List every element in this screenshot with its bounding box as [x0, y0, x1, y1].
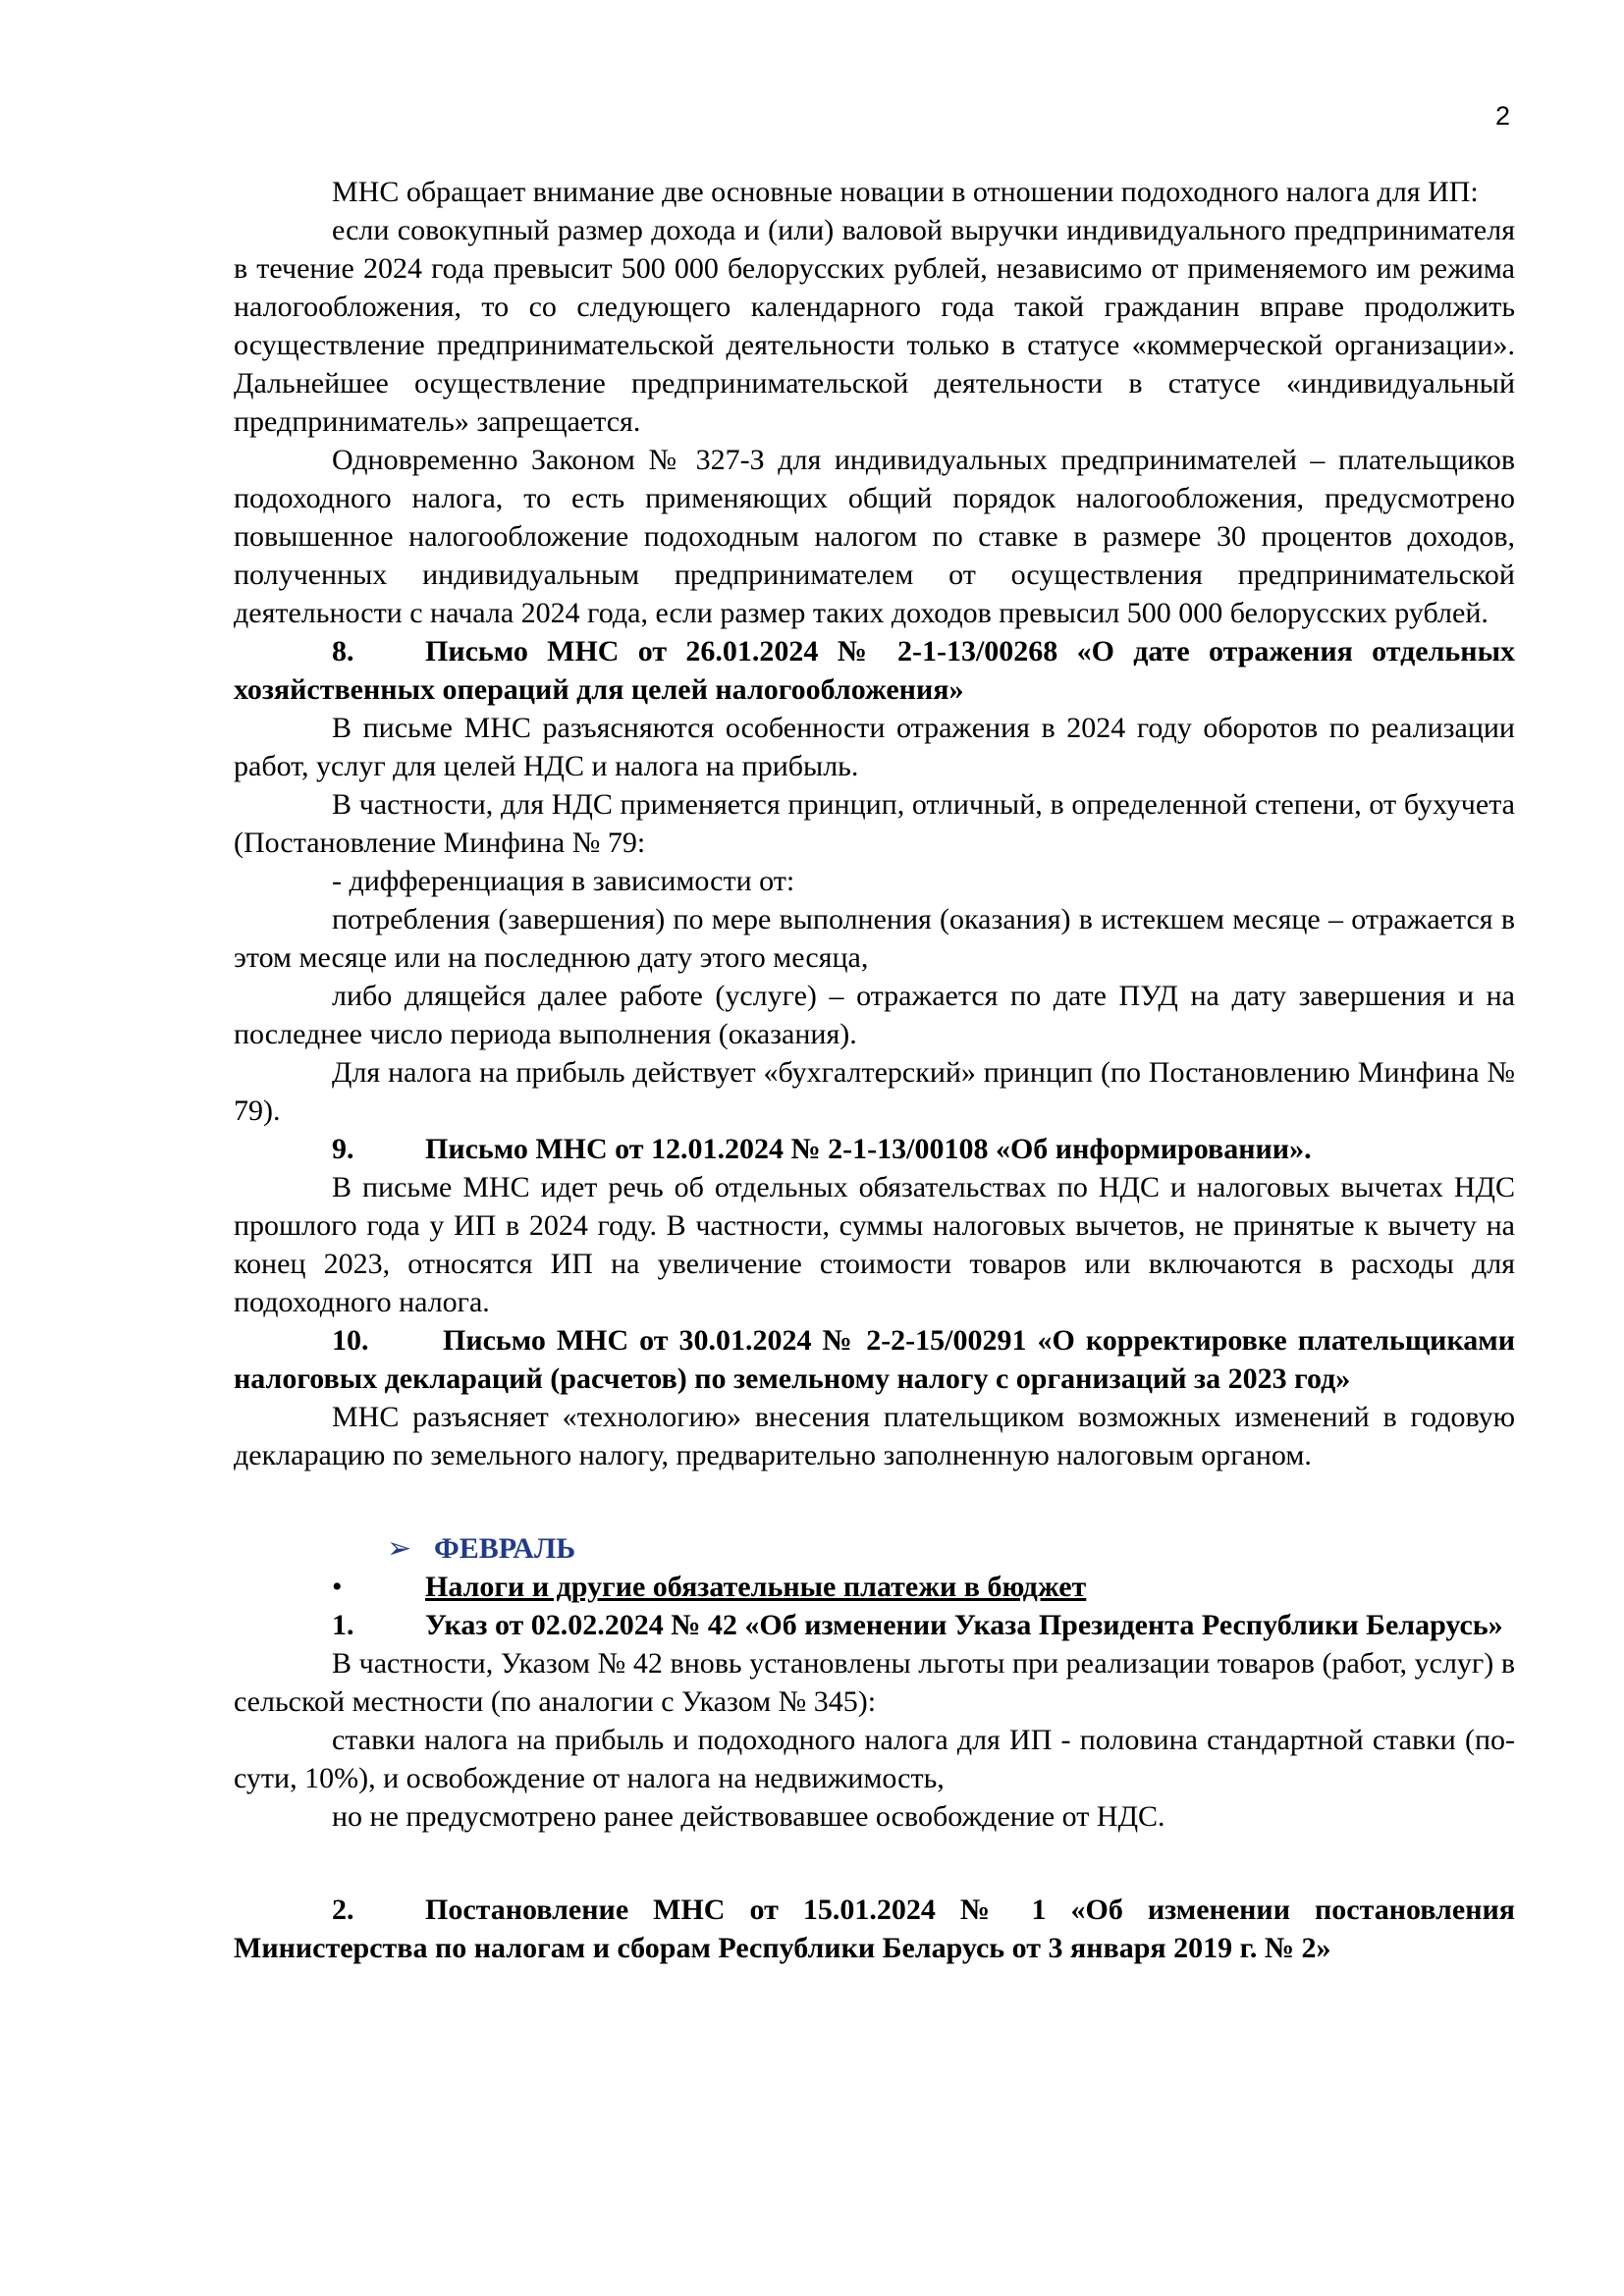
paragraph: В частности, Указом № 42 вновь установлены льготы при реализации товаров (работ, услуг) в сельской местности (по аналогии с Указом № 345):: [234, 1647, 1515, 1718]
document-body: [234, 173, 1515, 1967]
subsection-heading: [234, 1568, 1515, 1606]
paragraph: ставки налога на прибыль и подоходного налога для ИП - половина стандартной ставки (по-сути, 10%), и освобождение от налога на недвижимость,: [234, 1724, 1515, 1794]
item-heading-10: [234, 1321, 1515, 1398]
paragraph: В письме МНС разъясняются особенности отражения в 2024 году оборотов по реализации работ, услуг для целей НДС и налога на прибыль.: [234, 712, 1515, 782]
month-title: ФЕВРАЛЬ: [434, 1532, 576, 1565]
item-title: Письмо МНС от 12.01.2024 № 2-1-13/00108 «Об информировании».: [425, 1133, 1312, 1165]
spacer: [234, 1836, 1515, 1891]
paragraph: если совокупный размер дохода и (или) валовой выручки индивидуального предпринимателя в течение 2024 года превысит 500 000 белорусских рублей, независимо от применяемого им режима налогообложения, то со следующего календарного года такой гражданин вправе продолжить осуществление предпринимательской деятельности только в статусе «коммерческой организации». Дальнейшее осуществление предпринимательской деятельности в статусе «индивидуальный предприниматель» запрещается.: [234, 214, 1515, 438]
arrow-bullet-icon: ➢: [387, 1532, 412, 1565]
paragraph: Одновременно Законом № 327-З для индивидуальных предпринимателей – плательщиков подоходного налога, то есть применяющих общий порядок налогообложения, предусмотрено повышенное налогообложение подоходным налогом по ставке в размере 30 процентов доходов, полученных индивидуальным предпринимателем от осуществления предпринимательской деятельности с начала 2024 года, если размер таких доходов превысил 500 000 белорусских рублей.: [234, 444, 1515, 629]
item-heading-8: [234, 632, 1515, 709]
paragraph: В письме МНС идет речь об отдельных обязательствах по НДС и налоговых вычетах НДС прошлого года у ИП в 2024 году. В частности, суммы налоговых вычетов, не принятые к вычету на конец 2023, относятся ИП на увеличение стоимости товаров или включаются в расходы для подоходного налога.: [234, 1171, 1515, 1318]
bullet-icon: •: [332, 1571, 343, 1603]
paragraph: но не предусмотрено ранее действовавшее освобождение от НДС.: [332, 1800, 1165, 1833]
subsection-title: Налоги и другие обязательные платежи в бюджет: [425, 1571, 1087, 1603]
item-heading-feb-1: [234, 1606, 1515, 1644]
item-number: 1.: [332, 1609, 354, 1641]
item-heading-9: [234, 1130, 1515, 1168]
item-title: Письмо МНС от 26.01.2024 № 2-1-13/00268 «О дате отражения отдельных хозяйственных операций для целей налогообложения»: [234, 635, 1515, 706]
month-heading: [234, 1529, 1515, 1568]
paragraph: либо длящейся далее работе (услуге) – отражается по дате ПУД на дату завершения и на последнее число периода выполнения (оказания).: [234, 980, 1515, 1050]
paragraph: Для налога на прибыль действует «бухгалтерский» принцип (по Постановлению Минфина № 79).: [234, 1056, 1515, 1127]
paragraph: потребления (завершения) по мере выполнения (оказания) в истекшем месяце – отражается в этом месяце или на последнюю дату этого месяца,: [234, 903, 1515, 974]
item-heading-feb-2: [234, 1891, 1515, 1967]
paragraph: МНС разъясняет «технологию» внесения плательщиком возможных изменений в годовую декларацию по земельного налогу, предварительно заполненную налоговым органом.: [234, 1401, 1515, 1471]
paragraph: - дифференциация в зависимости от:: [332, 865, 795, 897]
item-number: 8.: [332, 635, 354, 667]
item-number: 10.: [332, 1324, 369, 1357]
item-title: Указ от 02.02.2024 № 42 «Об изменении Указа Президента Республики Беларусь»: [425, 1609, 1503, 1641]
item-title: Постановление МНС от 15.01.2024 № 1 «Об изменении постановления Министерства по налогам и сборам Республики Беларусь от 3 января 2019 г. № 2»: [234, 1894, 1515, 1964]
item-title: Письмо МНС от 30.01.2024 № 2-2-15/00291 «О корректировке плательщиками налоговых деклараций (расчетов) по земельному налогу с организаций за 2023 год»: [234, 1324, 1515, 1395]
spacer: [234, 1474, 1515, 1529]
page-number: 2: [1494, 101, 1510, 131]
item-number: 9.: [332, 1133, 354, 1165]
item-number: 2.: [332, 1894, 354, 1926]
paragraph: МНС обращает внимание две основные новации в отношении подоходного налога для ИП:: [332, 176, 1479, 208]
paragraph: В частности, для НДС применяется принцип, отличный, в определенной степени, от бухучета (Постановление Минфина № 79:: [234, 788, 1515, 859]
